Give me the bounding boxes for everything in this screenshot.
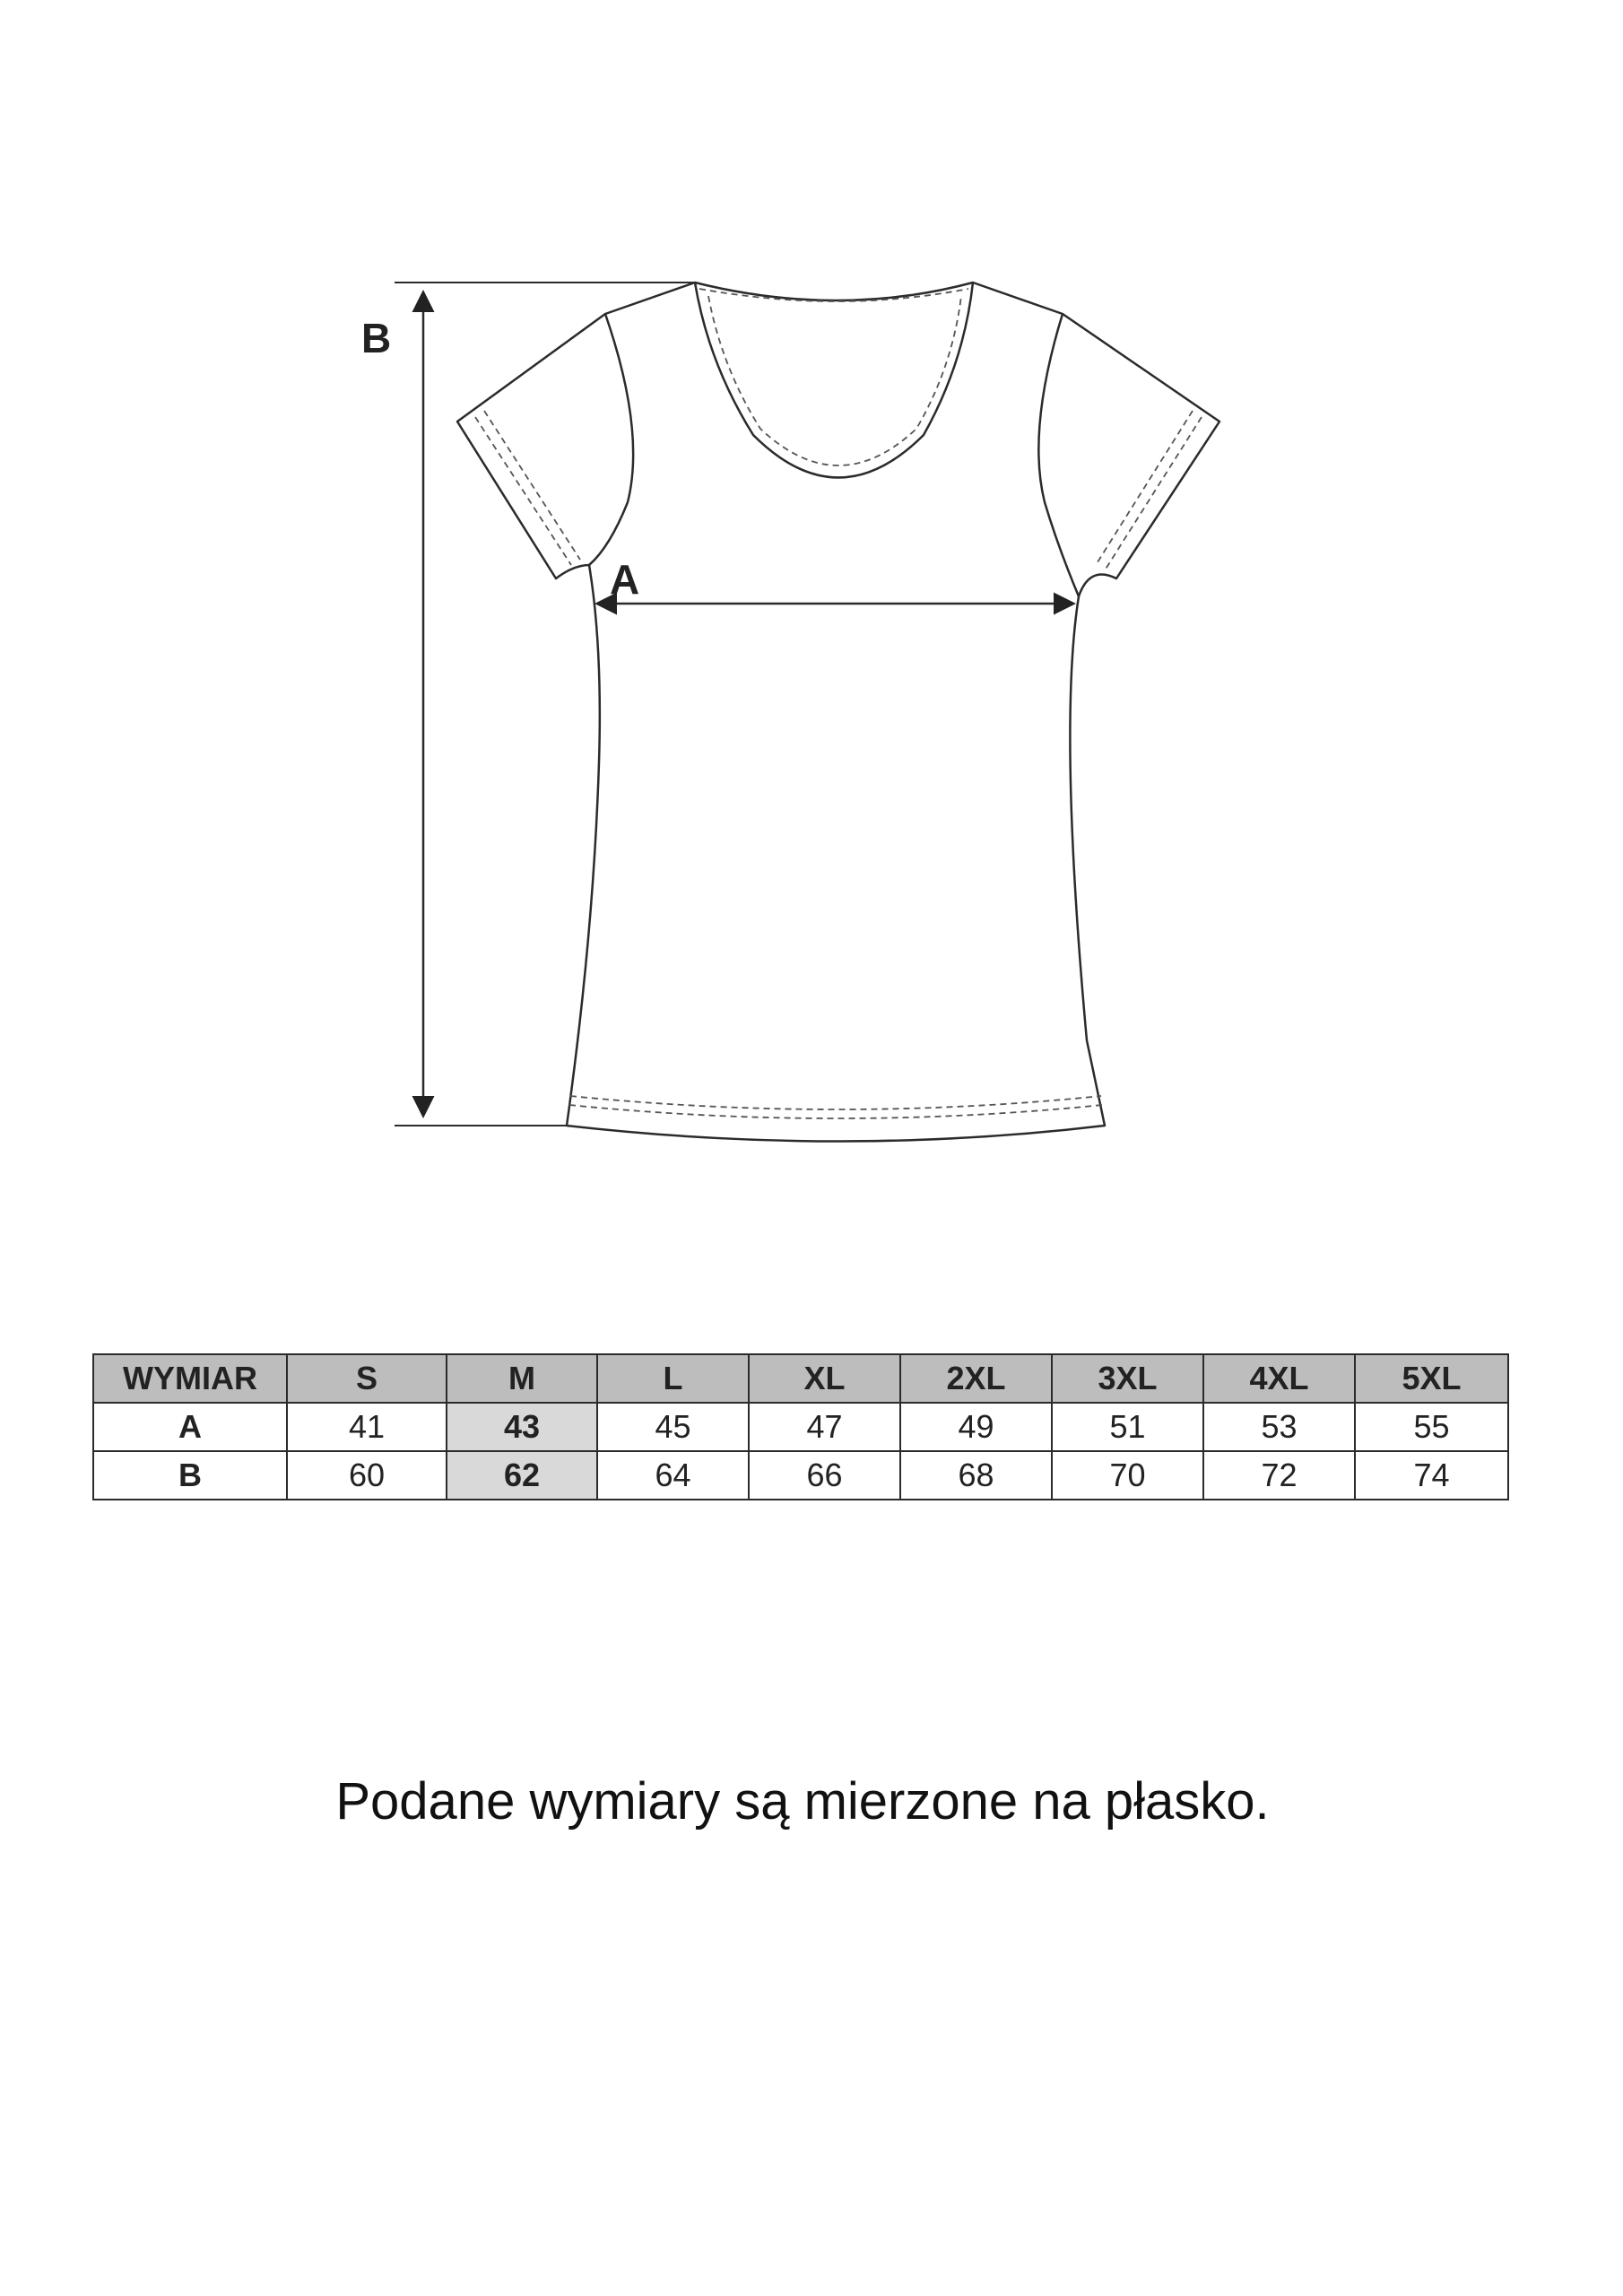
table-cell: 55	[1355, 1403, 1508, 1451]
table-row	[93, 1451, 1508, 1500]
table-cell: 49	[900, 1403, 1052, 1451]
header-cell-dimension: WYMIAR	[93, 1354, 287, 1403]
table-cell: 64	[597, 1451, 749, 1500]
table-cell-highlighted: 62	[447, 1451, 597, 1500]
tshirt-outline	[457, 283, 1219, 1142]
table-cell: 47	[749, 1403, 900, 1451]
header-cell-size: 5XL	[1355, 1354, 1508, 1403]
table-cell: 74	[1355, 1451, 1508, 1500]
stitching-lines	[475, 289, 1202, 1118]
table-row	[93, 1403, 1508, 1451]
table-cell: 51	[1052, 1403, 1203, 1451]
header-cell-size: XL	[749, 1354, 900, 1403]
header-cell-size: L	[597, 1354, 749, 1403]
table-cell: 70	[1052, 1451, 1203, 1500]
row-label: B	[93, 1451, 287, 1500]
header-cell-size: M	[447, 1354, 597, 1403]
table-cell: 68	[900, 1451, 1052, 1500]
header-cell-size: S	[287, 1354, 447, 1403]
dimension-a	[599, 556, 1072, 604]
header-cell-size: 3XL	[1052, 1354, 1203, 1403]
header-cell-size: 4XL	[1203, 1354, 1355, 1403]
table-cell: 45	[597, 1403, 749, 1451]
table-cell-highlighted: 43	[447, 1403, 597, 1451]
dimension-b	[361, 283, 695, 1126]
table-cell: 53	[1203, 1403, 1355, 1451]
label-b: B	[361, 315, 392, 361]
table-cell: 41	[287, 1403, 447, 1451]
header-cell-size: 2XL	[900, 1354, 1052, 1403]
label-a: A	[610, 556, 640, 603]
size-table	[92, 1353, 1509, 1500]
measurement-note: Podane wymiary są mierzone na płasko.	[335, 1772, 1270, 1831]
table-header-row	[93, 1354, 1508, 1403]
table-cell: 72	[1203, 1451, 1355, 1500]
table-cell: 60	[287, 1451, 447, 1500]
row-label: A	[93, 1403, 287, 1451]
table-cell: 66	[749, 1451, 900, 1500]
